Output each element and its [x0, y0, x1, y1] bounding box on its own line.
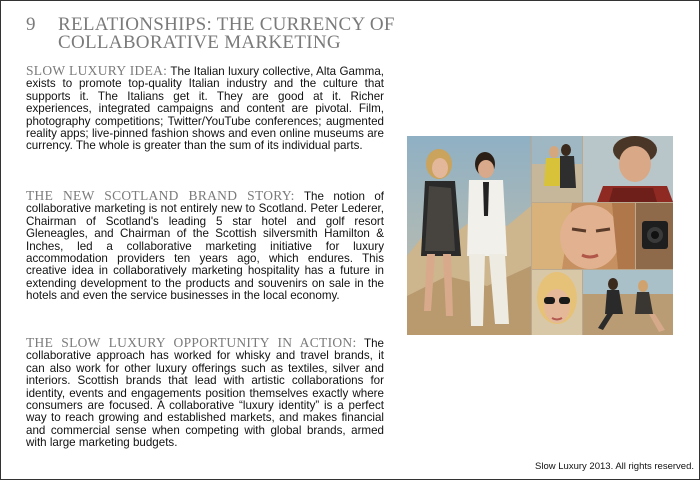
photo-couple-on-rocks [407, 136, 531, 335]
page-number: 9 [26, 14, 36, 35]
section-body: The collaborative approach has worked for whisky and travel brands, it can also work for other luxury offerings such as textiles, silver and interiors. Scottish brands that lead with artistic collaborations for identity, events and engagements position themselves exactly where consumers are focused. A collaborative “luxury identity” is a perfect way to reach growing and established markets, and makes financial and commercial sense when competing with global brands, armed with large marketing budgets. [26, 337, 384, 450]
page-title [26, 16, 406, 52]
section-heading: THE NEW SCOTLAND BRAND STORY: [26, 188, 295, 203]
copyright-footer: Slow Luxury 2013. All rights reserved. [535, 461, 694, 472]
section-slow-luxury-idea [26, 65, 384, 153]
section-heading: THE SLOW LUXURY OPPORTUNITY IN ACTION: [26, 335, 357, 350]
title-line-2: COLLABORATIVE MARKETING [58, 32, 341, 53]
photo-woman-sunglasses [532, 270, 582, 335]
title-line-1: RELATIONSHIPS: THE CURRENCY OF [58, 14, 395, 35]
photo-woman-face [532, 203, 635, 269]
section-body: The Italian luxury collective, Alta Gamma, exists to promote top-quality Italian industry and the culture that supports it. The Italians get it. They are good at it. Richer experiences, integrated campaigns and content are pivotal. Film, photography competitions; Twitter/YouTube conferences; augmented reality apps; live-pinned fashion shows and even online museums are currency. The whole is greater than the sum of its individual parts. [26, 65, 384, 153]
section-opportunity-in-action [26, 337, 384, 450]
section-body: The notion of collaborative marketing is not entirely new to Scotland. Peter Lederer, Chairman of Scotland's leading 5 star hotel and golf resort Gleneagles, and Chairman of the Scottish silversmith Hamilton & Inches, led a collaborative marketing initiative for luxury accommodation providers ten years ago, which endures. This creative idea in collaboratively marketing hospitality has a future in extending development to the products and souvenirs on sale in the hotels and even the service businesses in the local economy. [26, 190, 384, 303]
photo-man-portrait [583, 136, 673, 202]
section-heading: SLOW LUXURY IDEA: [26, 63, 168, 78]
photo-couple-small [532, 136, 582, 202]
section-new-scotland-brand-story [26, 190, 384, 303]
photo-camera-detail [636, 203, 673, 269]
photo-couple-running [583, 270, 673, 335]
fashion-photo-collage [407, 136, 673, 335]
